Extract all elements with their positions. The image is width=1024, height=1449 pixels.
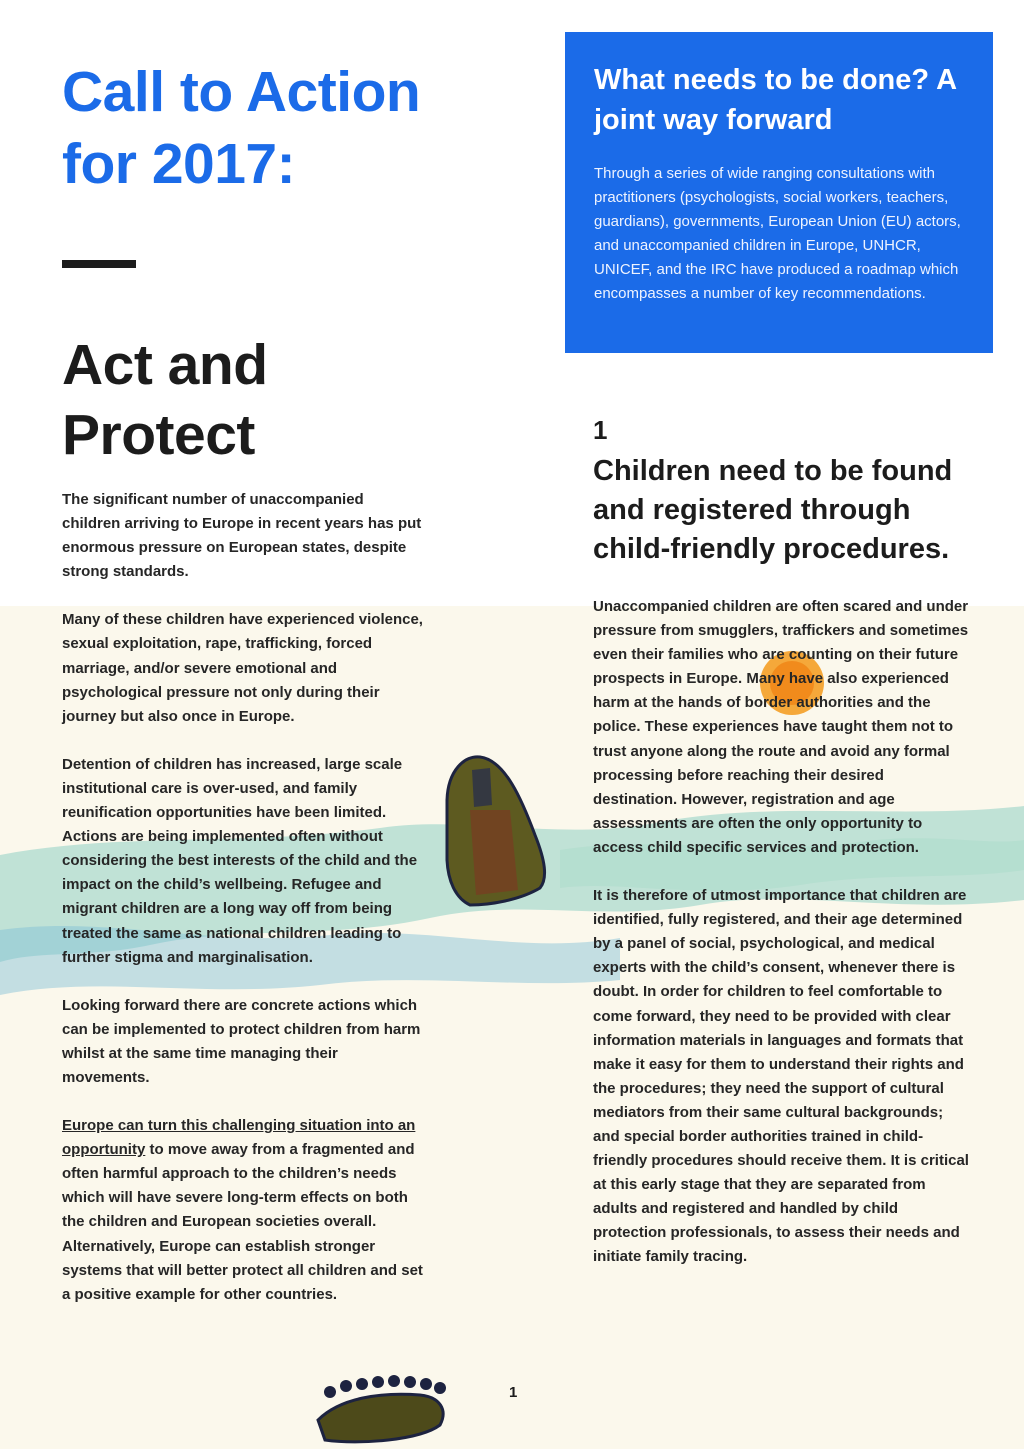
box-title: What needs to be done? A joint way forward: [594, 64, 956, 136]
recommendation-body: [593, 595, 969, 1270]
paragraph-rest: to move away from a fragmented and often harmful approach to the children’s needs which will have severe long-term effects on both the children and European societies overall. Alternatively, Europe can establish stronger systems that will better protect all children and set a positive example for other countries.: [62, 1141, 423, 1303]
paragraph: Detention of children has increased, large scale institutional care is over-used, and family reunification opportunities have been limited. Actions are being implemented often without considering the best interests of the child and the impact on the child’s wellbeing. Refugee and migrant children are a long way off from being treated the same as national children leading to further stigma and marginalisation.: [62, 755, 418, 966]
joint-way-forward-box: [565, 32, 993, 353]
page-number: 1: [509, 1384, 518, 1401]
act-and-protect-title: Act and Protect: [62, 333, 268, 467]
boat-icon: [447, 757, 545, 905]
paragraph: Many of these children have experienced violence, sexual exploitation, rape, trafficking, forced marriage, and/or severe emotional and psychological pressure not only during their journey but also once in Europe.: [62, 611, 423, 725]
right-column: [593, 412, 973, 1294]
call-to-action-title: Call to Action for 2017:: [62, 60, 421, 196]
title-divider: [62, 260, 136, 268]
left-column: [62, 56, 432, 1331]
paragraph: Looking forward there are concrete actions which can be implemented to protect children from harm whilst at the same time managing their movements.: [62, 996, 421, 1086]
box-text: Through a series of wide ranging consultations with practitioners (psychologists, social workers, teachers, guardians), governments, European Union (EU) actors, and unaccompanied children in Europe, UNHCR, UNICEF, and the IRC have produced a roadmap which encompasses a number of key recommendations.: [594, 165, 961, 303]
left-body-text: [62, 488, 424, 1307]
paragraph: The significant number of unaccompanied children arriving to Europe in recent years has put enormous pressure on European states, despite strong standards.: [62, 491, 422, 581]
paragraph: [62, 1114, 424, 1307]
underlined-phrase: Europe can turn this challenging situation into an opportunity: [62, 1117, 416, 1159]
boat-with-people-icon: [318, 1375, 446, 1442]
recommendation-number: 1: [593, 415, 608, 445]
paragraph: Unaccompanied children are often scared and under pressure from smugglers, traffickers and sometimes even their families who are counting on their future prospects in Europe. Many have also experienced harm at the hands of border authorities and the police. These experiences have taught them not to trust anyone along the route and avoid any formal processing before reaching their desired destination. However, registration and age assessments are often the only opportunity to access child specific services and protection.: [593, 598, 969, 856]
recommendation-title: Children need to be found and registered through child-friendly procedures.: [593, 455, 953, 565]
paragraph: It is therefore of utmost importance that children are identified, fully registered, and their age determined by a panel of social, psychological, and medical experts with the child’s consent, whenever there is doubt. In order for children to feel comfortable to come forward, they need to be provided with clear information materials in languages and formats that make it easy for them to understand their rights and the procedures; they need the support of cultural mediators from their same cultural backgrounds; and special border authorities trained in child-friendly procedures should receive them. It is critical at this early stage that they are separated from adults and registered and handled by child protection professionals, to assess their needs and initiate family tracing.: [593, 887, 969, 1266]
